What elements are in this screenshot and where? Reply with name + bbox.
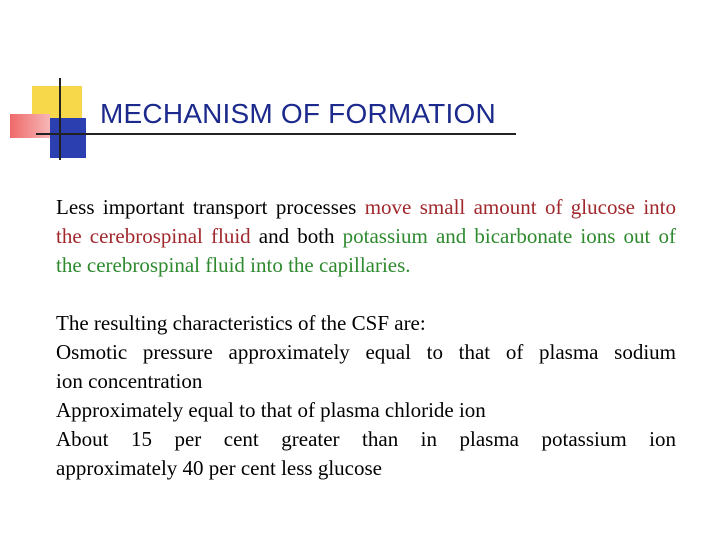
- decor-horizontal-line: [36, 133, 516, 135]
- highlight-glucose: move small amount of glucose into the cerebrospinal fluid: [56, 195, 676, 248]
- paragraph-characteristics: [56, 309, 676, 483]
- characteristic-line: Approximately equal to that of plasma chloride ion: [56, 398, 486, 422]
- characteristic-line: approximately 40 per cent less glucose: [56, 456, 382, 480]
- characteristic-line: About 15 per cent greater than in plasma potassium ion: [56, 427, 676, 451]
- characteristic-line: Osmotic pressure approximately equal to that of plasma sodium: [56, 340, 676, 364]
- characteristic-line: ion concentration: [56, 369, 203, 393]
- characteristics-intro: The resulting characteristics of the CSF are:: [56, 311, 426, 335]
- decor-blue-square: [50, 118, 86, 158]
- decor-vertical-line: [59, 78, 61, 160]
- slide-title: MECHANISM OF FORMATION: [100, 98, 496, 129]
- highlight-ions: potassium and bicarbonate ions out of the cerebrospinal fluid into the capillaries.: [56, 224, 676, 277]
- text-run: Less important transport processes: [56, 195, 365, 219]
- paragraph-transport: [56, 193, 676, 280]
- text-run: and both: [250, 224, 343, 248]
- spacer: [56, 280, 676, 309]
- slide-body: [56, 193, 676, 483]
